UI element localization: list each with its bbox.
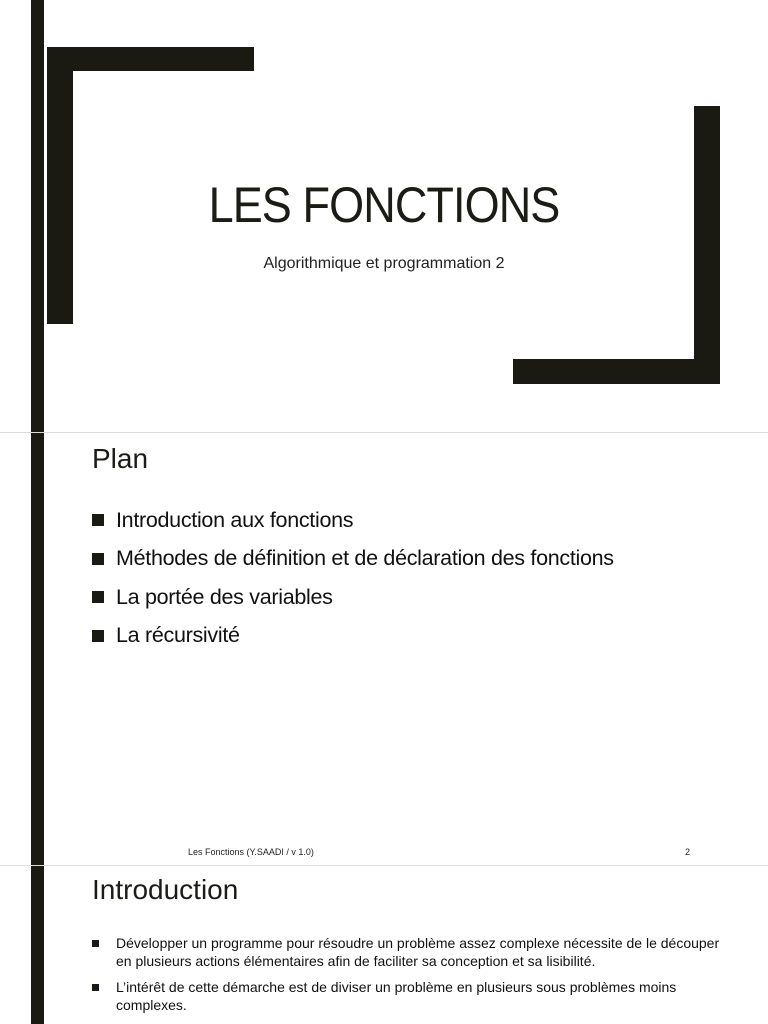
slide-heading: Introduction — [92, 874, 239, 905]
square-bullet-icon — [92, 630, 104, 642]
list-item — [92, 501, 614, 540]
list-item — [92, 617, 614, 656]
list-item-text: Méthodes de définition et de déclaration des fonctions — [116, 546, 614, 571]
plan-list — [92, 501, 614, 655]
slide-footer: Les Fonctions (Y.SAADI / v 1.0) — [188, 847, 314, 857]
introduction-slide — [0, 866, 768, 1024]
slide-heading: Plan — [92, 443, 149, 474]
plan-slide — [0, 433, 768, 865]
slide-left-bar — [31, 433, 44, 865]
title-slide — [0, 0, 768, 432]
list-item-text: Introduction aux fonctions — [116, 507, 354, 532]
list-item — [92, 540, 614, 579]
presentation-subtitle: Algorithmique et programmation 2 — [263, 255, 505, 272]
slide-page-number: 2 — [685, 847, 691, 857]
top-left-bracket-horizontal — [47, 47, 254, 71]
list-item — [92, 578, 614, 617]
list-item — [92, 934, 732, 970]
square-bullet-icon — [92, 514, 104, 526]
list-item-text: La portée des variables — [116, 584, 333, 609]
bottom-right-bracket-vertical — [694, 106, 720, 384]
square-bullet-icon — [92, 553, 104, 565]
bottom-right-bracket-horizontal — [513, 359, 720, 384]
list-item-text: Développer un programme pour résoudre un problème assez complexe nécessite de le découper en plusieurs actions élémentaires afin de faciliter sa conception et sa lisibilité. — [116, 935, 720, 969]
slide-left-bar — [31, 866, 44, 1024]
square-bullet-icon — [92, 984, 99, 991]
square-bullet-icon — [92, 591, 104, 603]
list-item — [92, 978, 732, 1014]
list-item-text: La récursivité — [116, 623, 240, 648]
intro-list — [92, 934, 732, 1022]
presentation-title: LES FONCTIONS — [208, 177, 560, 233]
square-bullet-icon — [92, 940, 99, 947]
list-item-text: L’intérêt de cette démarche est de diviser un problème en plusieurs sous problèmes moins complexes. — [116, 979, 677, 1013]
